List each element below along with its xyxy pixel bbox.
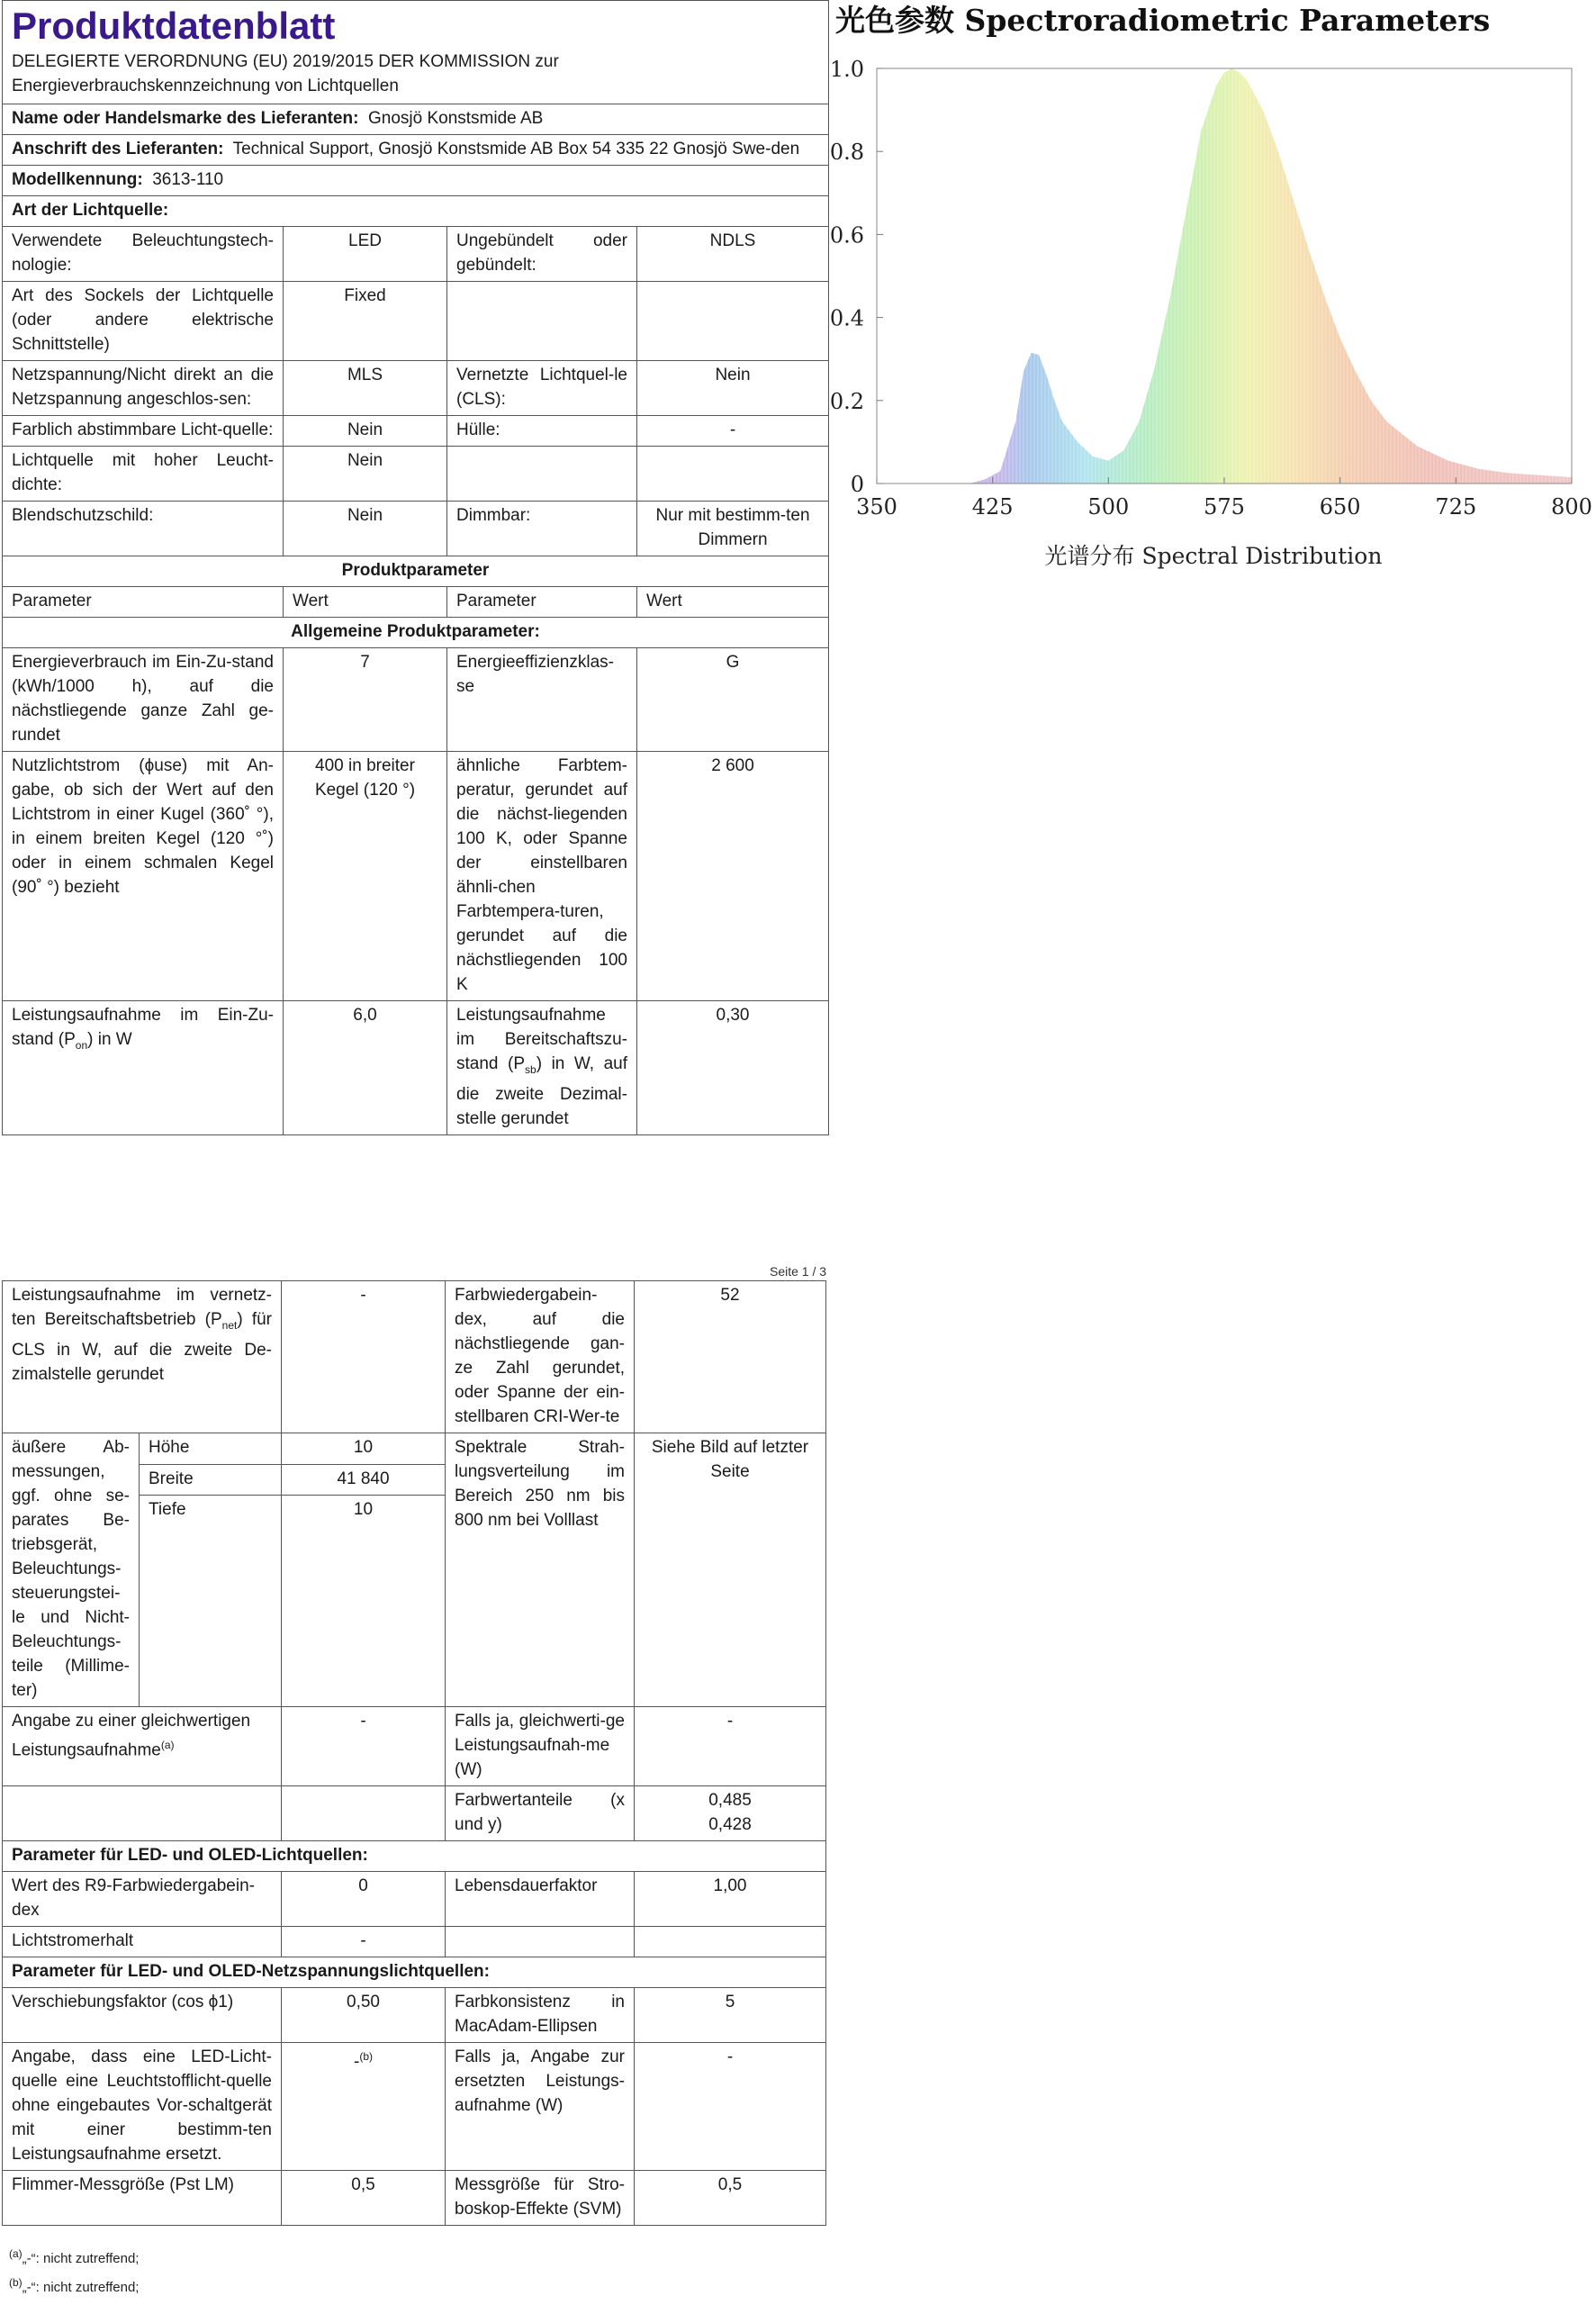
empty-cell xyxy=(446,1927,635,1957)
table-row xyxy=(3,2043,826,2171)
fluorescent-replacement-value: -$^{(b)}$ xyxy=(282,2043,446,2171)
spectrum-hatch xyxy=(879,68,1571,484)
width-value: 41 840 xyxy=(282,1464,446,1496)
energy-consumption-label: Energieverbrauch im Ein-Zu-stand (kWh/1000 h), auf die nächstliegende ganze Zahl ge-rundet xyxy=(3,648,284,752)
y-tick-label: 0.8 xyxy=(830,140,864,166)
table-row xyxy=(3,361,829,416)
table-row xyxy=(3,1433,826,1465)
pnet-label: Leistungsaufnahme im vernetz-ten Bereitschaftsbetrieb $(P_{net})$ für CLS in W, auf die zweite De-zimalstelle gerundet xyxy=(3,1281,282,1433)
type-label-3b: Vernetzte Lichtquel-le (CLS): xyxy=(447,361,637,416)
y-tick-label: 0 xyxy=(850,472,864,497)
y-tick-label: 0.4 xyxy=(830,305,864,331)
mains-led-parameters-heading: Parameter für LED- und OLED-Netzspannungslichtquellen: xyxy=(3,1957,826,1988)
y-tick-label: 1.0 xyxy=(830,57,864,82)
table-row xyxy=(3,1927,826,1957)
displacement-factor-value: 0,50 xyxy=(282,1988,446,2043)
table-row xyxy=(3,1988,826,2043)
product-data-table-page2 xyxy=(2,1280,826,2226)
power-standby-value: 0,30 xyxy=(637,1001,829,1135)
type-label-2b xyxy=(447,282,637,361)
displacement-factor-label: Verschiebungsfaktor (cos ϕ1) xyxy=(3,1988,282,2043)
lifetime-factor-label: Lebensdauerfaktor xyxy=(446,1872,635,1927)
col-header-value-2: Wert xyxy=(637,587,829,618)
energy-class-value: G xyxy=(637,648,829,752)
r9-label: Wert des R9-Farbwiedergabein-dex xyxy=(3,1872,282,1927)
power-on-value: 6,0 xyxy=(284,1001,447,1135)
y-tick-label: 0.6 xyxy=(830,222,864,249)
equivalent-power-w-value: - xyxy=(635,1707,826,1786)
spectral-distribution-value: Siehe Bild auf letzter Seite xyxy=(635,1433,826,1707)
table-row xyxy=(3,752,829,1001)
energy-consumption-value: 7 xyxy=(284,648,447,752)
chart-x-axis-label: 光谱分布 Spectral Distribution xyxy=(1044,543,1383,569)
lifetime-factor-value: 1,00 xyxy=(635,1872,826,1927)
supplier-address-label: Anschrift des Lieferanten: xyxy=(12,140,224,158)
table-row xyxy=(3,502,829,556)
light-source-type-heading: Art der Lichtquelle: xyxy=(3,196,829,227)
power-standby-label: Leistungsaufnahme im Bereitschaftszu-stand $(P_{sb})$ in W, auf die zweite Dezimal-stelle gerundet xyxy=(447,1001,637,1135)
fluorescent-replacement-label: Angabe, dass eine LED-Licht-quelle eine Leuchtstofflicht-quelle ohne eingebautes Vor-schaltgerät mit einer bestimm-ten Leistungsaufnahme ersetzt. xyxy=(3,2043,282,2171)
spectral-distribution-chart xyxy=(830,0,1596,576)
type-value-2b xyxy=(637,282,829,361)
luminous-flux-value: 400 in breiter Kegel (120 °) xyxy=(284,752,447,1001)
type-label-5b xyxy=(447,447,637,502)
col-header-param-2: Parameter xyxy=(447,587,637,618)
x-tick-label: 650 xyxy=(1319,494,1361,520)
table-row xyxy=(3,1872,826,1927)
width-label: Breite xyxy=(140,1464,282,1496)
col-header-value-1: Wert xyxy=(284,587,447,618)
chromaticity-label: Farbwertanteile (x und y) xyxy=(446,1786,635,1841)
product-data-table-page1 xyxy=(2,0,829,1135)
general-parameters-heading: Allgemeine Produktparameter: xyxy=(3,618,829,648)
supplier-name-value: Gnosjö Konstsmide AB xyxy=(367,109,544,128)
model-row xyxy=(3,166,829,196)
depth-label: Tiefe xyxy=(140,1496,282,1707)
empty-cell xyxy=(282,1786,446,1841)
supplier-name-label: Name oder Handelsmarke des Lieferanten: xyxy=(12,109,359,128)
supplier-address-value: Technical Support, Gnosjö Konstsmide AB Box 54 335 22 Gnosjö Swe-den xyxy=(232,140,800,158)
replaced-power-label: Falls ja, Angabe zur ersetzten Leistungs-aufnahme (W) xyxy=(446,2043,635,2171)
stroboscopic-label: Messgröße für Stro-boskop-Effekte (SVM) xyxy=(446,2171,635,2226)
color-temperature-label: ähnliche Farbtem-peratur, gerundet auf die nächst-liegenden 100 K, oder Spanne der einstellbaren ähnli-chen Farbtempera-turen, gerundet auf die nächstliegenden 100 K xyxy=(447,752,637,1001)
type-label-6: Blendschutzschild: xyxy=(3,502,284,556)
r9-value: 0 xyxy=(282,1872,446,1927)
page-number: Seite 1 / 3 xyxy=(770,1264,827,1279)
x-tick-label: 725 xyxy=(1435,494,1477,520)
col-header-param-1: Parameter xyxy=(3,587,284,618)
spectral-distribution-label: Spektrale Strah-lungsverteilung im Bereich 250 nm bis 800 nm bei Volllast xyxy=(446,1433,635,1707)
type-value-6b: Nur mit bestimm-ten Dimmern xyxy=(637,502,829,556)
x-tick-label: 800 xyxy=(1551,494,1592,520)
equivalent-power-label: Angabe zu einer gleichwertigen Leistungsaufnahme$^{(a)}$ xyxy=(3,1707,282,1786)
type-value-3b: Nein xyxy=(637,361,829,416)
footnote-b: $^{(b)}$„-“: nicht zutreffend; xyxy=(9,2276,140,2295)
table-row xyxy=(3,1001,829,1135)
flicker-label: Flimmer-Messgröße (Pst LM) xyxy=(3,2171,282,2226)
x-tick-label: 500 xyxy=(1087,494,1130,520)
energy-class-label: Energieeffizienzklas-se xyxy=(447,648,637,752)
type-label-1: Verwendete Beleuchtungstech-nologie: xyxy=(3,227,284,282)
table-row xyxy=(3,447,829,502)
stroboscopic-value: 0,5 xyxy=(635,2171,826,2226)
chromaticity-value: 0,485 0,428 xyxy=(635,1786,826,1841)
model-label: Modellkennung: xyxy=(12,170,143,189)
table-row xyxy=(3,282,829,361)
cri-label: Farbwiedergabein-dex, auf die nächstliegende gan-ze Zahl gerundet, oder Spanne der ein-stellbaren CRI-Wer-te xyxy=(446,1281,635,1433)
x-tick-label: 575 xyxy=(1204,494,1245,520)
color-consistency-value: 5 xyxy=(635,1988,826,2043)
table-row xyxy=(3,1707,826,1786)
type-value-3: MLS xyxy=(284,361,447,416)
empty-cell xyxy=(635,1927,826,1957)
flux-maintenance-value: - xyxy=(282,1927,446,1957)
type-value-4b: - xyxy=(637,416,829,447)
pnet-value: - xyxy=(282,1281,446,1433)
table-row xyxy=(3,227,829,282)
type-label-5: Lichtquelle mit hoher Leucht-dichte: xyxy=(3,447,284,502)
page-title: Produktdatenblatt xyxy=(12,5,336,47)
table-row xyxy=(3,416,829,447)
table-row xyxy=(3,2171,826,2226)
color-temperature-value: 2 600 xyxy=(637,752,829,1001)
luminous-flux-label: Nutzlichtstrom (ϕuse) mit An-gabe, ob sich der Wert auf den Lichtstrom in einer Kugel (360˚ °), in einem breiten Kegel (120 °˚) oder in einem schmalen Kegel (90˚ °) bezieht xyxy=(3,752,284,1001)
table-header-row xyxy=(3,587,829,618)
type-value-5: Nein xyxy=(284,447,447,502)
x-tick-label: 425 xyxy=(971,494,1014,520)
type-label-4b: Hülle: xyxy=(447,416,637,447)
cri-value: 52 xyxy=(635,1281,826,1433)
type-value-6: Nein xyxy=(284,502,447,556)
table-row xyxy=(3,648,829,752)
flicker-value: 0,5 xyxy=(282,2171,446,2226)
header-cell xyxy=(3,1,829,104)
supplier-name-row xyxy=(3,104,829,135)
color-consistency-label: Farbkonsistenz in MacAdam-Ellipsen xyxy=(446,1988,635,2043)
chart-plot-area xyxy=(830,57,1592,520)
depth-value: 10 xyxy=(282,1496,446,1707)
power-on-label: Leistungsaufnahme im Ein-Zu-stand $(P_{on})$ in W xyxy=(3,1001,284,1135)
equivalent-power-w-label: Falls ja, gleichwerti-ge Leistungsaufnah-me (W) xyxy=(446,1707,635,1786)
type-label-2: Art des Sockels der Lichtquelle (oder andere elektrische Schnittstelle) xyxy=(3,282,284,361)
type-label-6b: Dimmbar: xyxy=(447,502,637,556)
model-value: 3613-110 xyxy=(152,170,224,189)
spectrum-area xyxy=(877,68,1572,484)
replaced-power-value: - xyxy=(635,2043,826,2171)
type-label-4: Farblich abstimmbare Licht-quelle: xyxy=(3,416,284,447)
led-parameters-heading: Parameter für LED- und OLED-Lichtquellen: xyxy=(3,1841,826,1872)
empty-cell xyxy=(3,1786,282,1841)
y-tick-label: 0.2 xyxy=(830,388,864,414)
chart-title: 光色参数 Spectroradiometric Parameters xyxy=(835,3,1491,38)
footnote-a: $^{(a)}$„-“: nicht zutreffend; xyxy=(9,2247,140,2266)
dimensions-label: äußere Ab-messungen, ggf. ohne se-parates Be-triebsgerät, Beleuchtungs-steuerungstei-le und Nicht-Beleuchtungs-teile (Millime-ter) xyxy=(3,1433,140,1707)
type-value-1: LED xyxy=(284,227,447,282)
height-label: Höhe xyxy=(140,1433,282,1465)
type-value-4: Nein xyxy=(284,416,447,447)
table-row xyxy=(3,1281,826,1433)
type-value-1b: NDLS xyxy=(637,227,829,282)
flux-maintenance-label: Lichtstromerhalt xyxy=(3,1927,282,1957)
type-value-2: Fixed xyxy=(284,282,447,361)
height-value: 10 xyxy=(282,1433,446,1465)
product-parameters-heading: Produktparameter xyxy=(3,556,829,587)
type-label-1b: Ungebündelt oder gebündelt: xyxy=(447,227,637,282)
supplier-address-row xyxy=(3,135,829,166)
table-row xyxy=(3,1786,826,1841)
type-value-5b xyxy=(637,447,829,502)
type-label-3: Netzspannung/Nicht direkt an die Netzspannung angeschlos-sen: xyxy=(3,361,284,416)
regulation-text: DELEGIERTE VERORDNUNG (EU) 2019/2015 DER KOMMISSION zur Energieverbrauchskennzeichnung von Lichtquellen xyxy=(12,52,559,95)
x-tick-label: 350 xyxy=(856,494,897,520)
equivalent-power-value: - xyxy=(282,1707,446,1786)
